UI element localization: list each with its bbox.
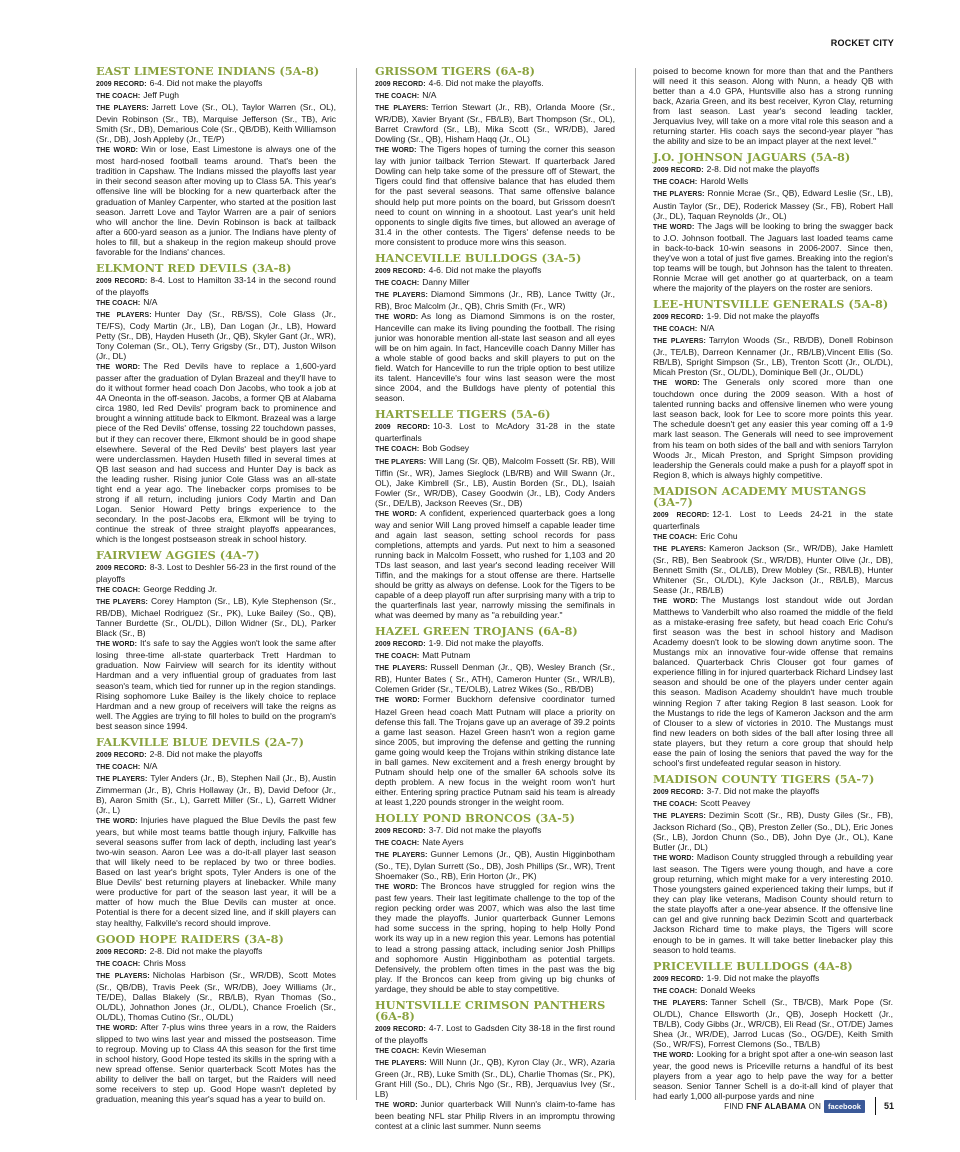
team-word [375,508,615,621]
team-word [653,377,893,479]
team-word-label: THE WORD: [375,313,419,321]
footer-brand: FNF ALABAMA [746,1101,807,1111]
column-1 [96,66,336,1110]
team-word-label: THE WORD: [375,147,417,155]
team-coach [375,277,615,289]
team-record [96,562,336,584]
team-word-label: THE WORD: [375,884,418,892]
team-coach [96,958,336,970]
team-coach-value: George Redding Jr. [143,584,217,595]
team-coach [375,90,615,102]
team-record-value: 1-9. Did not make the playoffs. [428,638,544,649]
team-word [653,221,893,293]
team-coach-label: THE COACH: [653,987,698,995]
team-coach-label: THE COACH: [96,93,141,101]
team-coach-label: THE COACH: [96,960,141,968]
team-word [375,694,615,807]
team-record [96,946,336,958]
team-record-label: 2009 RECORD: [96,751,147,759]
team-coach [375,650,615,662]
team-coach-label: THE COACH: [96,299,141,307]
team-players-value: Diamond Simmons (Jr., RB), Lance Twitty (Jr., RB), Broc Malcolm (Jr., QB), Chris Smith (Fr., WR) [375,288,616,311]
team-word-label: THE WORD: [375,1102,418,1110]
column-2 [375,66,615,1137]
team-word-label: THE WORD: [653,598,698,606]
team-coach-label: THE COACH: [653,325,698,333]
team-players-value: Terrion Stewart (Jr., RB), Orlanda Moore (Sr., WR/DB), Xavier Bryant (Sr., FB/LB), Bart Thompson (Sr., OL), Barret Crawford (Sr., LB), Mika Scott (Sr., WR/DB), Jared Dowling (Sr., QB), Hisham Haqq (Jr., OL) [375,102,615,145]
team-heading: FAIRVIEW AGGIES (4A-7) [96,548,260,563]
team-players-value: Tarrylon Woods (Sr., RB/DB), Donell Robinson (Jr., TE/LB), Darreon Kennamer (Jr., RB/LB),Vincent Ellis (So. RB/LB), Spright Simpson (Sr., LB), Trenton Scott (Jr., OL/DL), Micah Preston (Sr., OL/DL), Dominique Bell (Jr., OL/DL) [653,335,893,378]
team-record-label: 2009 RECORD: [375,828,426,835]
team-word-label: THE WORD: [653,223,695,231]
team-record-value: 3-7. Did not make the playoffs [428,825,542,835]
team-word-value: The Generals only scored more than one touchdown once during the 2009 season. With a host of talented running backs and offensive linemen who were young last season back, look for Lee to score more points this year. The schedule doesn't get any easier this year coming off a 1-9 mark last season. The Generals will need to see improvement from his team on both sides of the ball and with seniors Tarrylon Woods Jr., Micah Preston, and Spright Simpson providing leadership the Generals could make a push for a playoff spot in Region 8, which is always highly competitive. [653,377,893,480]
team-players [96,970,336,1022]
team-word-value: The Broncos have struggled for region wins the past few years. Their last legitimate challenge to the top of the region pecking order was 2007, which was also the last time they made the playoffs. Junior quarterback Gunner Lemons had some success in the spring, hoping to help Holly Pond work its way up in a new region this year. Lemons has potential to lead a strong passing attack, including senior Josh Phillips and sophomore Austin Higginbotham as potential targets. Defensively, the problem often times in the past was the big play. If the Broncos can keep from giving up big chunks of yardage, they should be able to stay competitive. [375,881,615,994]
team-profile [375,626,615,807]
team-word [375,311,615,403]
team-players-label: THE PLAYERS: [653,999,708,1007]
team-players-value: Corey Hampton (Sr., LB), Kyle Stephenson (Sr., RB/DB), Michael Rodriguez (Sr., PK), Luke Bailey (So., QB), Tanner Burdette (Sr., OL/DL), Dillon Widner (Sr., DL), Parker Black (Sr., B) [96,596,337,639]
team-players [96,309,336,361]
team-coach-value: Jeff Pugh [143,90,180,101]
team-players [375,662,615,694]
team-word-label: THE WORD: [96,147,139,155]
section-label: ROCKET CITY [830,38,894,48]
team-players-label: THE PLAYERS: [375,1059,427,1067]
team-players [375,456,615,508]
team-players [653,188,893,220]
team-players-label: THE PLAYERS: [96,775,148,783]
team-heading: HOLLY POND BRONCOS (3A-5) [375,811,575,825]
team-players-label: THE PLAYERS: [653,545,707,553]
team-word [375,1099,615,1131]
team-word-label: THE WORD: [375,510,418,518]
team-players-value: Kameron Jackson (Sr., WR/DB), Jake Hamlett (Sr., RB), Ben Seabrook (Sr., WR/DB), Hunter Olive (Jr., DB), Bennett Smith (Sr., OL/LB), Drew Mobley (Sr., RB/LB), Hunter Whitener (Sr., OL/DL), Kyle Jackson (Jr., RB/LB), Marcus Sease (Jr., RB/LB) [653,542,894,596]
team-record [375,421,615,443]
team-players [96,596,336,638]
team-record-label: 2009 RECORD: [375,641,426,649]
team-profile [375,813,615,994]
team-profile [375,66,615,247]
team-record [653,973,893,985]
team-players-label: THE PLAYERS: [653,812,706,820]
team-word-label: THE WORD: [653,1051,694,1059]
team-coach [96,297,336,309]
team-players-label: THE PLAYERS: [96,599,148,607]
team-heading: FALKVILLE BLUE DEVILS (2A-7) [96,734,304,749]
team-coach-label: THE COACH: [96,763,141,771]
team-coach-label: THE COACH: [375,279,420,287]
team-word-label: THE WORD: [375,697,420,705]
team-record-label: 2009 RECORD: [375,267,426,275]
team-word-label: THE WORD: [96,364,141,372]
team-players [653,810,893,852]
team-record-label: 2009 RECORD: [96,277,148,285]
team-coach-label: THE COACH: [375,1047,420,1055]
team-record [375,825,615,837]
team-profile [653,958,893,1102]
team-heading: J.O. JOHNSON JAGUARS (5A-8) [653,150,851,165]
team-players-value: Russell Denman (Jr., QB), Wesley Branch (Sr., RB), Hunter Bates ( Sr., ATH), Cameron Hunter (Sr., WR/LB), Colemen Grider (Sr., TE/OLB), Latrez Wikes (So., RB/DB) [375,662,615,695]
team-coach-label: THE COACH: [653,800,698,808]
team-players-label: THE PLAYERS: [375,458,427,466]
team-word-value: After 7-plus wins three years in a row, the Raiders slipped to two wins last year and missed the postseason. Time to regroup. Moving up to Class 4A this season for the first time in school history, Good Hope tested its skills in the spring with a new spread offense. Senior quarterback Scott Motes has the ability to deliver the ball on target, but the Raiders will need some receivers to step up. Good Hope wasn't depleted by graduation, meaning this year's squad has a year to build on. [96,1021,336,1105]
team-players [375,102,615,144]
team-coach-value: Matt Putnam [422,650,471,661]
facebook-logo-icon: facebook [824,1100,865,1113]
team-record-label: 2009 RECORD: [653,313,704,321]
team-word [96,1022,336,1104]
team-players-value: Jarrett Love (Sr., OL), Taylor Warren (Sr., OL), Devin Robinson (Sr., TB), Marquise Jefferson (Sr., TB), Aric Smith (Sr., DB), Demarious Cole (Sr., QB/DB), Keith Williamson (Sr., DB), Josh Appleby (Jr., TE/P) [96,102,336,145]
team-word-value: It's safe to say the Aggies won't look the same after losing three-time all-state quarterback Trett Hardman to graduation. Now Fairview will search for its identity without Hardman and a very influential group of graduates from last season's team, which tied for runner up in the region standings. Rising sophomore Luke Bailey is the likely choice to replace Hardman and a new group of receivers will take the reigns as well. The Aggies are trying to fill holes to build on the program's best season since 1994. [96,638,336,731]
team-word [96,815,336,928]
team-record [653,786,893,798]
team-coach-value: Bob Godsey [422,443,470,454]
team-heading: EAST LIMESTONE INDIANS (5A-8) [96,64,320,78]
team-word-label: THE WORD: [653,855,694,863]
team-coach-value: N/A [143,760,158,771]
team-record-label: 2009 RECORD: [375,1025,426,1033]
team-word-value: Former Buckhorn defensive coordinator turned Hazel Green head coach Matt Putnam will place a priority on defense this fall. The Trojans gave up an average of 39.2 points a game last season. Hazel Green hasn't won a region game since 2005, but improving the defense and getting the running game going would keep the Trojans within striking distance late in ball games. New excitement and a fresh energy brought by Putnam should help one of the smaller 6A schools solve its depth problem. A new focus in the weight room won't hurt either. Entering spring practice Putnam said his team is already at least 1,220 pounds stronger in the weight room. [375,694,615,807]
team-coach [653,798,893,810]
team-players-value: Gunner Lemons (Jr., QB), Austin Higginbotham (So., TE), Dylan Surrett (So., DB), Josh Phillips (Sr., WR), Trent Shoemaker (So., RB), Erin Horton (Jr., PK) [375,849,615,882]
team-coach [96,90,336,102]
team-word-value: A confident, experienced quarterback goes a long way and senior Will Lang proved himself a capable leader time and again last season, setting school records for pass completions, attempts and yards. Put next to him a seasoned running back in Malcolm Fossett, who rushed for 1,103 and 20 TDs last season, and last year's second leading receiver Will Tiffin, and the makings for a stout offense are there. Hartselle should be gritty as always on defense. Look for the Tigers to be capable of a deep playoff run after surprising many with a trip to the quarterfinals last year, narrowly missing the semifinals in what was deemed by many as "a rebuilding year." [375,507,615,621]
team-record-label: 2009 RECORD: [375,81,426,88]
team-players [96,773,336,815]
team-word [653,595,893,768]
team-record-label: 2009 RECORD: [653,788,704,796]
team-coach [96,584,336,596]
team-profile [375,409,615,620]
team-heading: MADISON COUNTY TIGERS (5A-7) [653,771,875,786]
team-record-label: 2009 RECORD: [653,167,704,175]
team-word [653,852,893,954]
team-heading: HUNTSVILLE CRIMSON PANTHERS (6A-8) [375,997,606,1023]
team-profile [375,997,616,1132]
footer-divider [875,1097,876,1115]
column-divider [635,68,636,1100]
team-word-value: Junior quarterback Will Nunn's claim-to-fame has been beating NFL star Philip Rivers in an impromptu throwing contest at a clinic last summer. Nunn seems [375,1099,615,1132]
team-record [96,749,336,761]
team-coach-value: Kevin Wieseman [422,1044,487,1055]
team-word-value: Madison County struggled through a rebuilding year last season. The Tigers were young though, and have a core group returning, which might make for a very interesting 2010. Those youngsters gained experienced taking their lumps, but if they can play like veterans, Madison County should return to the state playoffs after a one-year absence. If the offensive line can gel and give running back Dezimin Scott and quarterback Jackson Richard time to make plays, the Tigers will score enough to be in games. It will take better linebacker play this season to hold teams. [653,852,893,955]
team-coach [653,531,893,543]
page-number: 51 [883,1101,894,1111]
team-players-label: THE PLAYERS: [96,311,152,319]
team-coach [653,176,893,188]
team-coach-label: THE COACH: [375,446,420,454]
team-heading: PRICEVILLE BULLDOGS (4A-8) [653,958,853,973]
team-coach-value: Scott Peavey [700,797,751,808]
team-word-value: The Red Devils have to replace a 1,600-yard passer after the graduation of Dylan Brazeal and they'll have to do it without former head coach Don Jacobs, who took a job at 4A Oneonta in the off-season. Jacobs, a former QB at Alabama circa 1980, led Red Devils' program back to prominence and brought a winning attitude back to Elkmont. Brazeal was a large piece of the Red Devils' offense, tossing 22 touchdown passes, but if they can recover there, Elkmont should be in good shape elsewhere. Several of the Red Devils' best players last year were underclassmen. Hayden Huseth filled in several times at QB last season and had success and Hunter Day is back as the leading rusher. Rising junior Cole Glass was an all-state tight end a year ago. The linebacker corps promises to be strong if all return, including juniors Cody Martin and Dan Logan. Senior Howard Petty brings experience to the secondary. In the post-Jacobs era, Elkmont will be trying to continue the streak of three straight playoffs appearances, which is the longest postseason streak in school history. [96,361,336,544]
team-players [96,102,336,144]
column-divider [356,68,357,1100]
footer-find: FIND [724,1101,744,1111]
team-word-value: The Tigers hopes of turning the corner this season lay with junior tailback Terrion Stewart. If quarterback Jared Dowling can help take some of the pressure off of Stewart, the Tigers could find that offensive balance that has eluded them for the past several seasons. That same offensive balance should help put more points on the board, but Grissom doesn't need to count on winning in a shootout. Last year's unit held opponents to single digits five times, but allowed an average of 31.4 in the other contests. The Tigers' defense needs to be more consistent to produce more wins this season. [375,144,615,247]
team-profile [653,771,893,955]
team-players-label: THE PLAYERS: [375,291,428,299]
team-players-label: THE PLAYERS: [96,105,149,113]
column-3 [653,66,893,1107]
team-record-value: 10-3. Lost to McAdory 31-28 in the state quarterfinals [375,421,615,444]
team-players [653,997,893,1049]
team-coach-label: THE COACH: [375,93,420,101]
team-coach-label: THE COACH: [375,840,420,848]
team-record [375,1023,615,1045]
team-profile [96,260,336,544]
team-coach-value: Danny Miller [422,276,470,287]
team-profile [96,550,336,731]
team-players-value: Tyler Anders (Jr., B), Stephen Nail (Jr., B), Austin Zimmerman (Jr., B), Chris Hollaway (Jr., B), David Defoor (Jr., B), Aaron Smith (Sr., L), Garrett Miller (Sr., L), Garrett Widner (Jr., L) [96,772,336,815]
team-word-value: Looking for a bright spot after a one-win season last year, the good news is Priceville returns a handful of its best players from a year ago to help pave the way for a better season. Senior Tanner Schell is a do-it-all kind of player that had early 1,000 all-purpose yards and nine [653,1048,893,1102]
team-players-label: THE PLAYERS: [375,105,429,113]
team-players [375,849,615,881]
team-coach-label: THE COACH: [375,653,420,661]
team-record-label: 2009 RECORD: [653,511,710,519]
team-record-value: 8-3. Lost to Deshler 56-23 in the first round of the playoffs [96,562,336,585]
team-players-value: Ronnie Mcrae (Sr., QB), Edward Leslie (Sr., LB), Austin Taylor (Sr., DE), Roderick Massey (Sr., FB), Robert Hall (Jr., DL), Taquan Reynolds (Jr., OL) [653,188,893,221]
team-players-label: THE PLAYERS: [375,665,428,673]
team-word-label: THE WORD: [96,818,138,826]
team-players-value: Tanner Schell (Sr., TB/CB), Mark Pope (Sr. OL/DL), Chance Ellsworth (Jr., QB), Joseph Hockett (Jr., TB/LB), Cody Gibbs (Jr., WR/CB), Eli Read (Sr., OT/DE) James Shea (Jr., WR/DE), Jarrod Lucas (So., OG/DE), Keith Smith (So., WR/FS), Forrest Clemons (So., TB/LB) [653,996,893,1049]
team-record-value: 6-4. Did not make the playoffs [149,78,263,88]
team-record-value: 8-4. Lost to Hamilton 33-14 in the second round of the playoffs [96,274,336,297]
team-coach-value: N/A [422,90,437,101]
team-coach [375,837,615,849]
team-heading: HANCEVILLE BULLDOGS (3A-5) [375,250,582,265]
team-word-value: Injuries have plagued the Blue Devils the past few years, but while most teams battle though injury, Falkville has several seasons suffer from lack of depth, including last year's two-win season. Aaron Lee was a do-it-all player last season that will likely need to be replaced by two or three bodies. Based on last year's bright spots, Tyler Anders is one of the Blue Devils' best returning players at linebacker. While many were productive for part of the season last year, it will be a matter of how much the Blue Devils can muster at once. Potential is there for a decent sized line, and if skill players can stay healthy, Falkville's record should improve. [96,815,336,928]
team-profile [653,152,893,293]
team-word [96,361,336,544]
team-coach [375,443,615,455]
team-record-label: 2009 RECORD: [96,948,147,956]
team-heading: MADISON ACADEMY MUSTANGS (3A-7) [653,483,867,509]
team-profile [653,483,894,768]
team-coach-value: N/A [700,322,715,333]
team-coach-value: N/A [143,296,158,307]
team-word-label: THE WORD: [96,641,138,649]
team-word-label: THE WORD: [96,1024,138,1032]
team-heading: LEE-HUNTSVILLE GENERALS (5A-8) [653,296,889,311]
team-coach-label: THE COACH: [653,179,698,187]
team-record-value: 2-8. Did not make the playoffs [706,164,820,175]
team-players [653,335,893,377]
team-record-value: 2-8. Did not make the playoffs [149,748,263,759]
team-profile [96,66,336,257]
team-word-value: Win or lose, East Limestone is always one of the most hard-nosed football teams around. That's been the tradition in Capshaw. The Indians missed the playoffs last year in their second season after moving up to Class 5A. This year's offensive line will be blocking for a new quarterback after the graduation of Manley Carpenter, who started at the position last season. Jarrett Love and Taylor Warren are a pair of seniors who will anchor the line. Devin Robinson is back at tailback after a 600-yard season as a junior. The Indians have plenty of holes to fill, but a shakeup in the region makeup should prove favorable for the Indians' chances. [96,144,336,257]
team-word [96,638,336,730]
team-coach-value: Nate Ayers [422,837,464,848]
team-players-label: THE PLAYERS: [653,191,705,199]
team-word [96,144,336,257]
team-coach [653,985,893,997]
team-record-label: 2009 RECORD: [375,424,430,432]
team-coach [375,1045,615,1057]
team-record [96,78,336,90]
team-coach-value: Eric Cohu [700,530,738,541]
page-footer [724,1094,894,1118]
team-coach-value: Harold Wells [700,176,749,187]
team-record [375,78,615,90]
team-record-value: 4-6. Did not make the playoffs. [428,78,544,88]
team-word-value: The Mustangs lost standout wide out Jordan Matthews to Vanderbilt who also roamed the middle of the field as a mistake-erasing free safety, but head coach Eric Cohu's first season was the best in school history and Madison Academy doesn't look to be slowing down anytime soon. The Mustangs mix an innovative four-wide offense that remains balanced. Quarterback Chris Clouser got four games of experience filling in for injured quarterback Richard Lindsey last season and should be one of the players under center again this season. Madison Academy shouldn't have much trouble winning Region 7 after taking Region 8 last season. Look for the Mustangs to ride the legs of Kameron Jackson and the arm of Clouser to a slew of victories in 2010. The Mustangs must find new leaders on both sides of the ball after losing three all state players, but they return a core group that should help ease the pain of losing the seniors that paved the way for the school's first undefeated regular season in history. [653,595,893,768]
team-coach-value: Chris Moss [143,957,186,968]
footer-on: ON [808,1101,822,1111]
team-record-value: 4-6. Did not make the playoffs [428,264,542,275]
team-players [375,1057,615,1099]
team-word [375,144,615,246]
team-record [653,509,893,531]
team-record-value: 12-1. Lost to Leeds 24-21 in the state quarterfinals [653,508,893,531]
team-record-value: 3-7. Did not make the playoffs [706,785,820,796]
team-heading: HARTSELLE TIGERS (5A-6) [375,407,551,422]
team-record-value: 2-8. Did not make the playoffs [149,945,263,956]
team-players-value: Will Lang (Sr. QB), Malcolm Fossett (Sr. RB), Will Tiffin (Sr., WR), James Sieglock (LB/RB) and Will Swann (Jr., OL), Jake Kimbrell (Sr., LB), Austin Borden (Sr., DL), Isaiah Fowler (Sr., WR/DB), Casey Goodwin (Jr., LB), Cody Anders (Sr., DE/LB), Jackson Reeves (Sr., DB) [375,455,615,508]
team-record-value: 1-9. Did not make the playoffs [706,972,820,983]
team-record-label: 2009 RECORD: [96,565,147,573]
team-players-value: Dezimin Scott (Sr., RB), Dusty Giles (Sr., FB), Jackson Richard (So., QB), Preston Zeller (So., DL), Eric Jones (Sr., LB), Jordon Chunn (So., DB), John Dye (Jr., OL), Kane Butler (Jr., DL) [653,809,893,853]
team-coach [96,761,336,773]
team-profile [96,931,336,1105]
team-coach-label: THE COACH: [96,587,141,595]
team-record-label: 2009 RECORD: [96,81,147,88]
team-players-label: THE PLAYERS: [96,972,150,980]
team-players-label: THE PLAYERS: [653,338,706,346]
team-players-value: Hunter Day (Sr., RB/SS), Cole Glass (Jr., TE/FS), Cody Martin (Jr., LB), Dan Logan (Jr., LB), Howard Petty (Sr., DB), Hayden Huseth (Jr., QB), Skyler Gant (Jr., WR), Tony Coleman (Sr., OL), Terry Grigsby (Sr., DT), Juston Wilson (Jr., DL) [96,308,336,362]
team-record-value: 4-7. Lost to Gadsden City 38-18 in the first round of the playoffs [375,1022,615,1045]
team-coach [653,323,893,335]
team-players-value: Nicholas Harbison (Sr., WR/DB), Scott Motes (Sr., QB/DB), Travis Peek (Sr., WR/DB), Joey Williams (Jr., TE/DE), Dallas Blakely (Sr., RB/LB), Ryan Thomas (So., OL/DL), Johnathon Jones (Jr., OL/DL), Chance Froelich (Sr., OL/DL), Thomas Cutino (Sr., OL/DL) [96,969,336,1022]
team-record [653,164,893,176]
team-heading: GOOD HOPE RAIDERS (3A-8) [96,931,284,946]
team-profile [96,734,336,928]
team-word-label: THE WORD: [653,380,700,388]
team-record-value: 1-9. Did not make the playoffs [706,310,820,321]
team-players [653,543,893,595]
team-coach-value: Donald Weeks [700,984,756,995]
team-profile [375,250,616,404]
team-heading: ELKMONT RED DEVILS (3A-8) [96,260,292,275]
team-record [375,638,615,650]
team-word [375,881,615,994]
team-players [375,289,615,311]
footer-promo [724,1102,821,1111]
team-players-label: THE PLAYERS: [375,852,428,860]
team-word-value: As long as Diamond Simmons is on the roster, Hanceville can make its living pounding the football. The rising junior was honorable mention all-state last season and all eyes will be on him again. In fact, Hanceville coach Danny Miller has a whole stable of good backs and skill players to put on the field. Watch for Hanceville to run the triple option to best utilize its talent. Hanceville's four wins last season were the most since 2004, and the Bulldogs have plenty of potential this season. [375,310,615,404]
team-heading: HAZEL GREEN TROJANS (6A-8) [375,624,578,639]
team-players-value: Will Nunn (Jr., QB), Kyron Clay (Jr., WR), Azaria Green (Jr., RB), Luke Smith (Sr., DL), Charlie Thomas (Sr., PK), Grant Hill (So., DL), Chris Ngo (Sr., RB), Jerquavius Ivey (Sr., LB) [375,1056,616,1100]
team-heading: GRISSOM TIGERS (6A-8) [375,64,535,78]
team-record-label: 2009 RECORD: [653,975,704,983]
team-record [653,311,893,323]
continued-text: poised to become known for more than that and the Panthers will need it this season. Along with Nunn, a heady QB with better than a 4.0 GPA, Huntsville also has a strong running back, Azaria Green, and its best receiver, Kyron Clay, returning from last season. Last year's second leading tackler, Jerquavius Ivey, will take on a more vital role this season and a returning starter. His coach says the second-year player "has the ability and size to be an impact player at the next level." [653,66,893,147]
team-record [96,275,336,297]
team-record [375,265,615,277]
team-word-value: The Jags will be looking to bring the swagger back to J.O. Johnson football. The Jaguars last loaded teams came in back-to-back 10-win seasons in 2006-2007. Since then, they've won a total of just five games. Breaking into the region's top teams will be tough, but Johnson has the talent to threaten. Ronnie Mcrae will get another go at quarterback, on a team where the majority of the players on the roster are seniors. [653,220,893,293]
team-coach-label: THE COACH: [653,533,698,541]
team-profile [653,296,893,480]
column-3-teams [653,152,893,1101]
